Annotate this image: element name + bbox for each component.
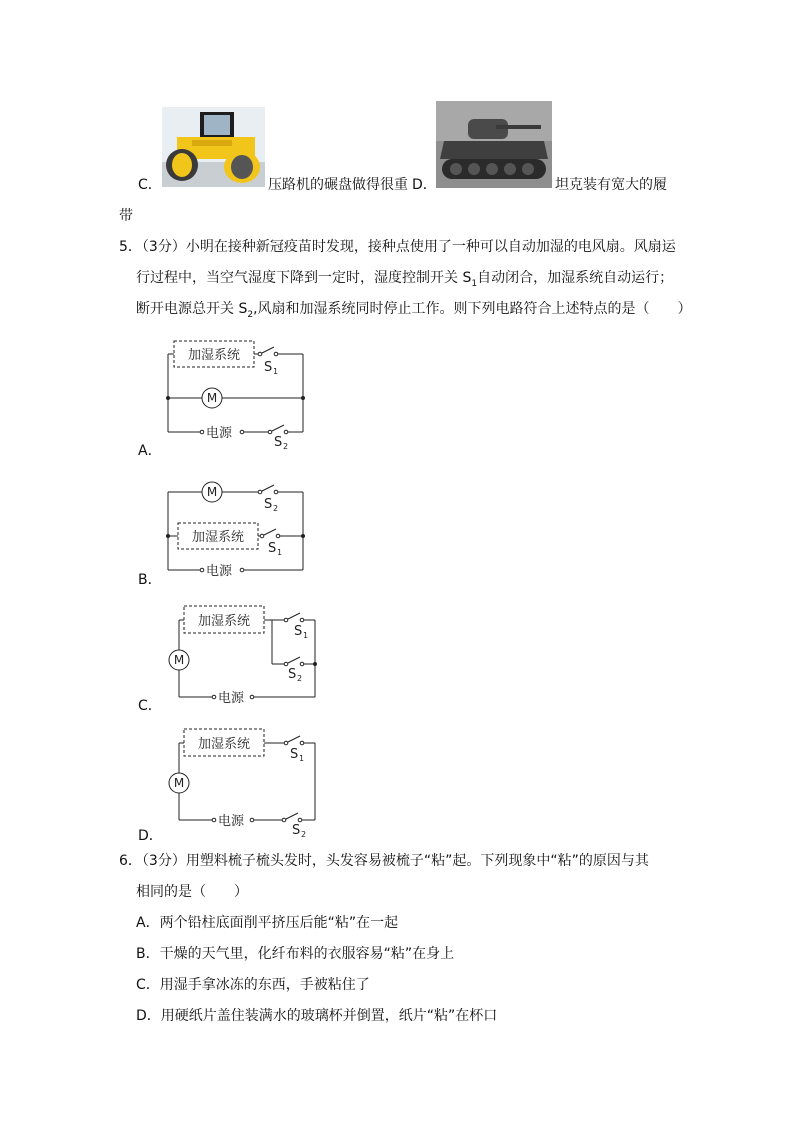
svg-text:M: M [173, 653, 185, 667]
circuit-diagram-d [160, 723, 330, 838]
svg-text:S: S [294, 624, 303, 639]
svg-text:2: 2 [273, 504, 279, 513]
q6-option-c: C．用湿手拿冰冻的东西，手被粘住了 [136, 977, 370, 993]
option-c-text: 压路机的碾盘做得很重 [268, 177, 408, 193]
svg-text:M: M [206, 391, 218, 405]
svg-text:S: S [268, 541, 277, 556]
svg-text:2: 2 [297, 674, 303, 683]
svg-text:S: S [290, 747, 299, 762]
humidifier-label-a: 加湿系统 [187, 348, 241, 363]
option-c-circuit-label: C． [138, 698, 162, 714]
option-d-text-wrap: 带 [119, 208, 133, 224]
circuit-diagram-c [160, 600, 330, 705]
svg-text:1: 1 [273, 367, 279, 376]
svg-text:电源: 电源 [218, 814, 245, 829]
q5-stem-line2: 行过程中，当空气湿度下降到一定时，湿度控制开关 $S_1$自动闭合，加湿系统自动运行； [136, 270, 674, 289]
svg-text:电源: 电源 [206, 564, 233, 578]
svg-text:电源: 电源 [218, 691, 245, 705]
circuit-diagram-b [160, 478, 320, 578]
road-roller-photo [162, 107, 265, 187]
option-a-label: A． [138, 443, 162, 459]
q6-option-a: A．两个铅柱底面削平挤压后能“粘”在一起 [136, 915, 399, 931]
circuit-diagram-a [160, 335, 320, 450]
tank-photo [436, 101, 552, 188]
svg-text:S: S [264, 360, 273, 375]
q6-stem-line1: 6．（3分）用塑料梳子梳头发时，头发容易被梳子“粘”起。下列现象中“粘”的原因与其 [119, 853, 649, 869]
svg-text:加湿系统: 加湿系统 [197, 737, 251, 752]
svg-text:加湿系统: 加湿系统 [191, 530, 245, 545]
q5-stem-line1: 5．（3分）小明在接种新冠疫苗时发现，接种点使用了一种可以自动加湿的电风扇。风扇运 [119, 239, 676, 255]
svg-text:S: S [292, 823, 301, 838]
svg-text:1: 1 [277, 548, 283, 557]
option-d-letter: D． [412, 177, 437, 193]
option-c-letter: C． [138, 177, 162, 193]
svg-text:M: M [173, 776, 185, 790]
svg-text:加湿系统: 加湿系统 [197, 614, 251, 629]
option-d-circuit-label: D． [138, 828, 163, 844]
svg-text:S: S [264, 497, 273, 512]
q6-stem-line2: 相同的是（ ） [136, 884, 248, 900]
svg-text:电源: 电源 [206, 426, 233, 441]
svg-text:M: M [206, 485, 218, 499]
svg-text:S: S [274, 435, 283, 450]
option-b-label: B． [138, 572, 162, 588]
q6-option-b: B．干燥的天气里，化纤布料的衣服容易“粘”在身上 [136, 946, 455, 962]
svg-text:2: 2 [301, 830, 307, 838]
option-d-text: 坦克装有宽大的履 [555, 177, 667, 193]
svg-text:S: S [288, 667, 297, 682]
svg-text:1: 1 [303, 631, 309, 640]
q5-stem-line3: 断开电源总开关 $S_2$,风扇和加湿系统同时停止工作。则下列电路符合上述特点的是（ ） [136, 301, 692, 320]
q6-option-d: D．用硬纸片盖住装满水的玻璃杯并倒置，纸片“粘”在杯口 [136, 1008, 498, 1024]
svg-text:2: 2 [283, 442, 289, 450]
svg-text:1: 1 [299, 754, 305, 763]
